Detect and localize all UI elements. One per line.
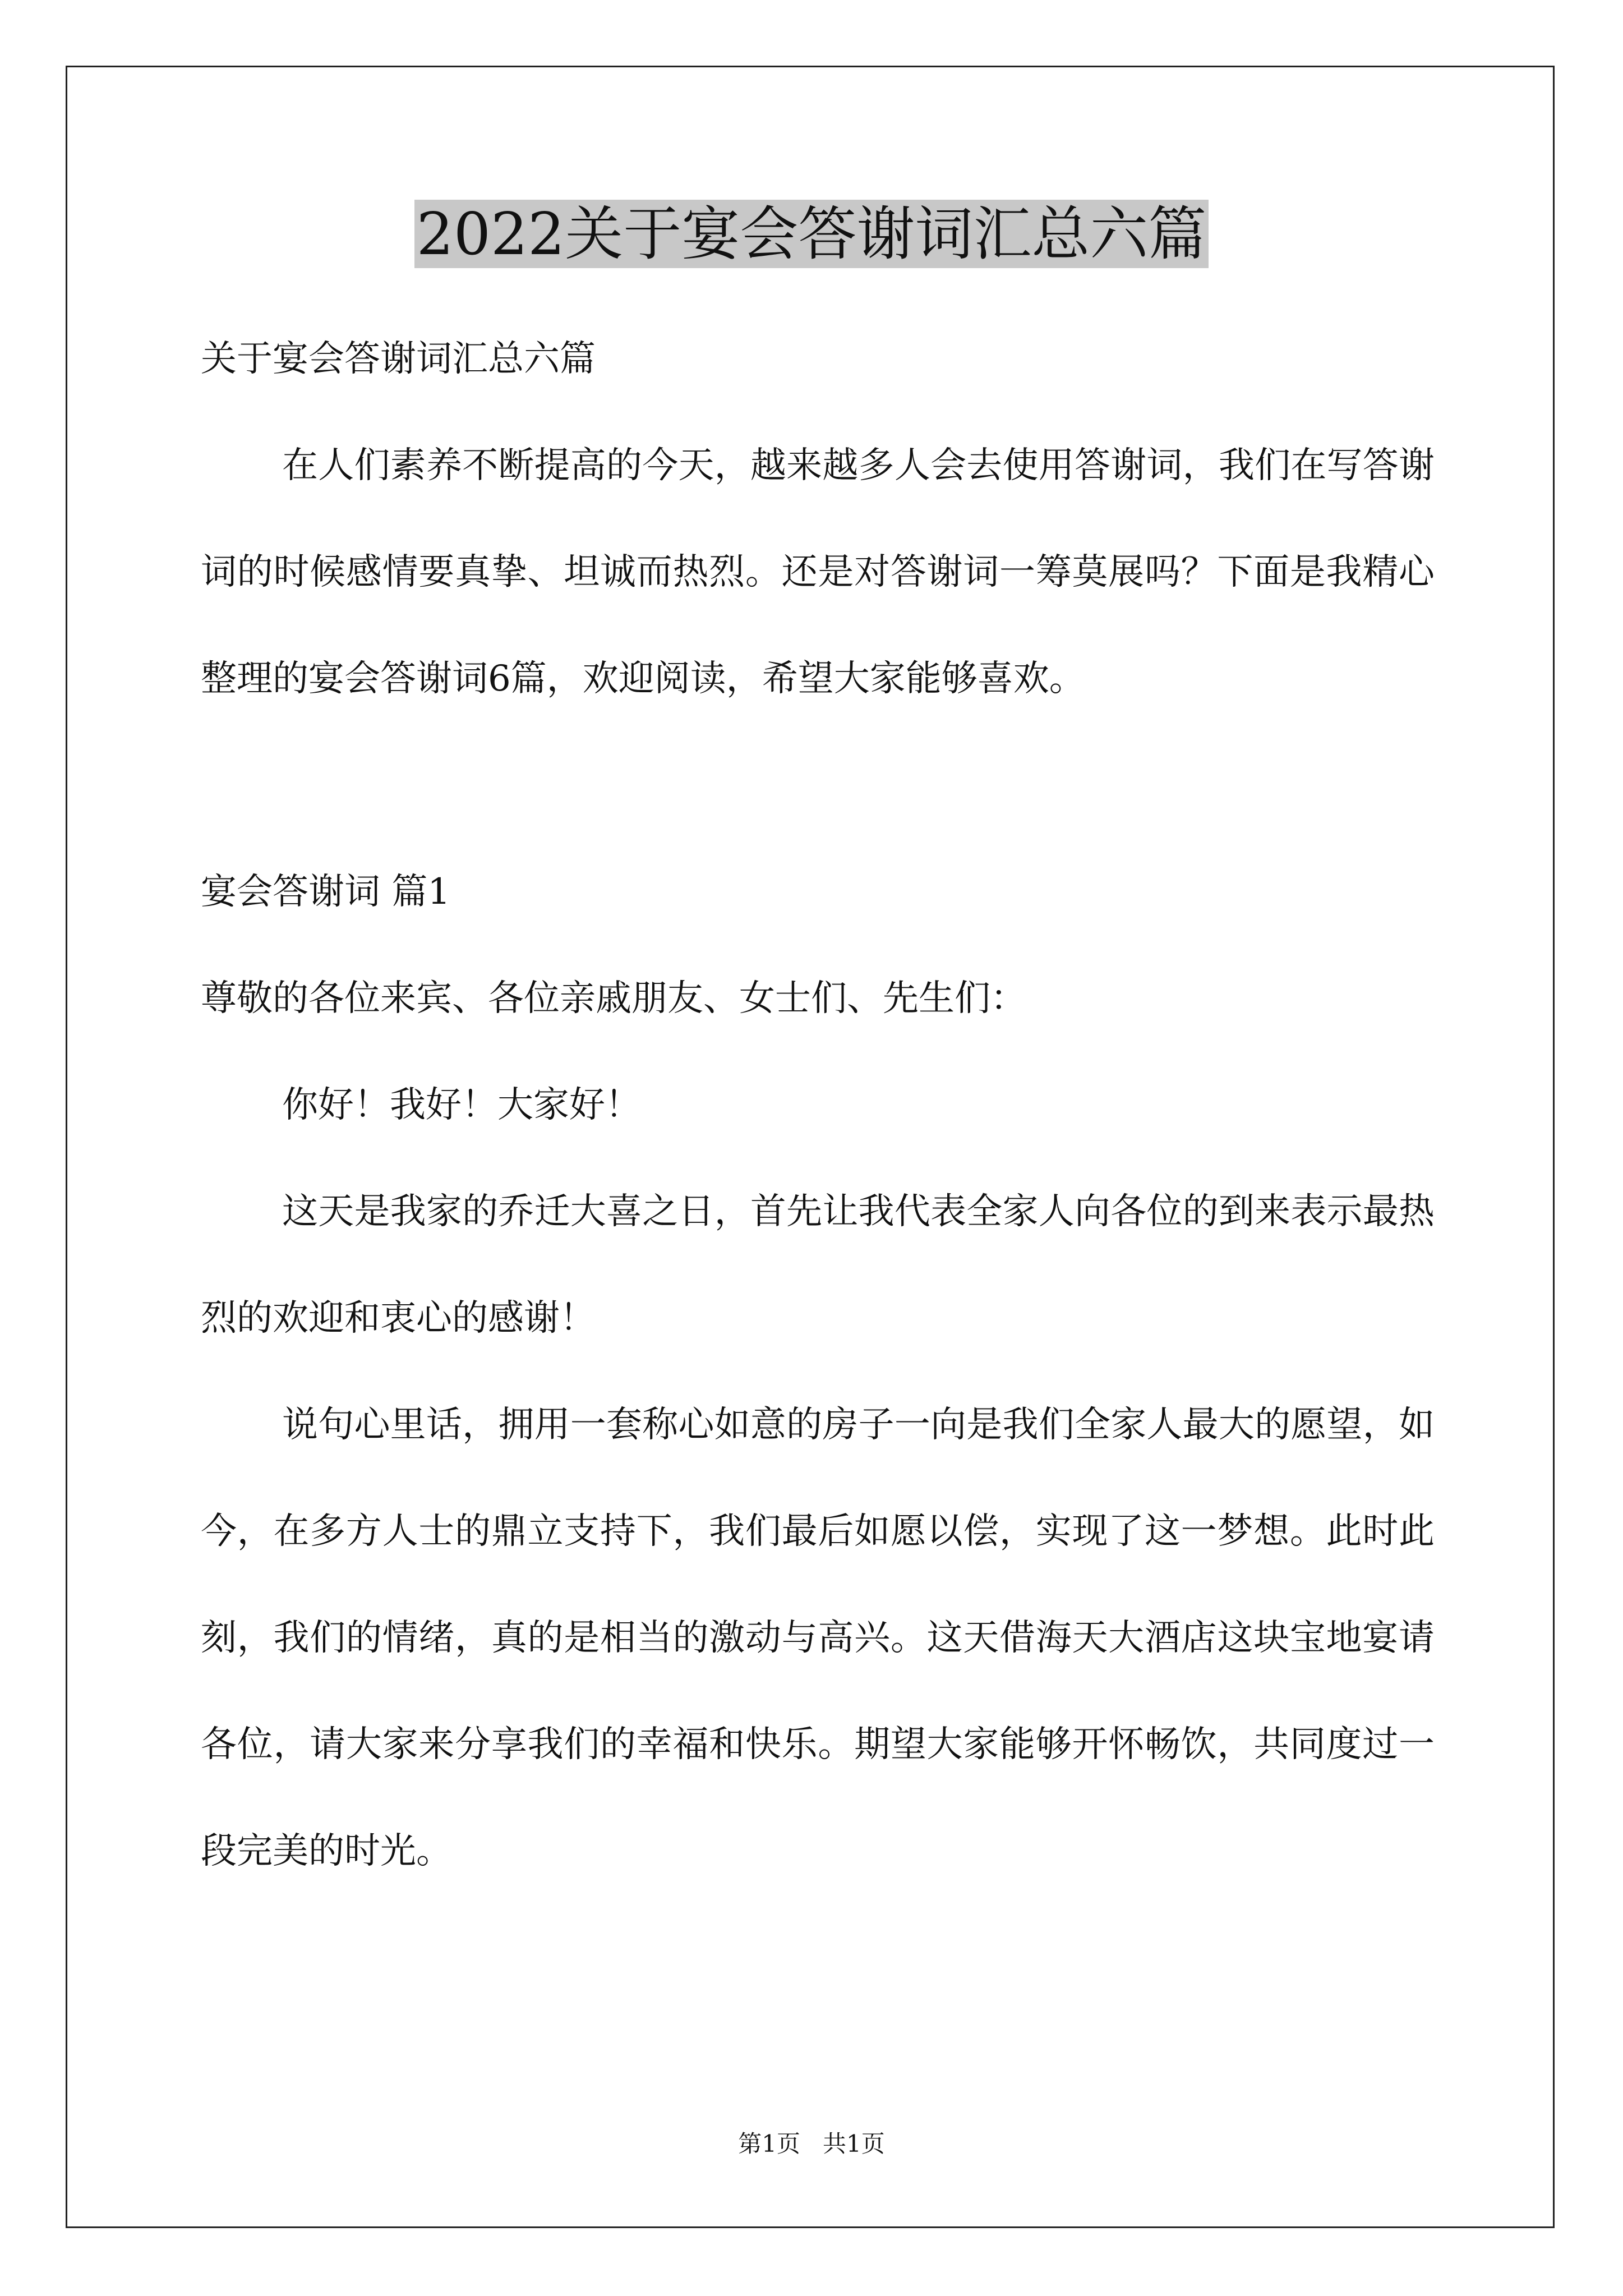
intro-paragraph: 在人们素养不断提高的今天，越来越多人会去使用答谢词，我们在写答谢词的时候感情要真挚、坦诚而热烈。还是对答谢词一筹莫展吗？下面是我精心整理的宴会答谢词6篇，欢迎阅读，希望大家能够喜欢。 <box>201 445 1435 700</box>
page-footer: 第1页 共1页 <box>738 2130 885 2157</box>
document-title <box>0 194 1623 275</box>
body-paragraph-wish: 说句心里话，拥用一套称心如意的房子一向是我们全家人最大的愿望，如今，在多方人士的鼎立支持下，我们最后如愿以偿，实现了这一梦想。此时此刻，我们的情绪，真的是相当的激动与高兴。这天借海天大酒店这块宝地宴请各位，请大家来分享我们的幸福和快乐。期望大家能够开怀畅饮，共同度过一段完美的时光。 <box>201 1404 1435 1872</box>
section-heading: 宴会答谢词 篇1 <box>201 871 451 913</box>
document-body <box>201 306 1435 1904</box>
salutation: 尊敬的各位来宾、各位亲戚朋友、女士们、先生们： <box>201 978 1026 1019</box>
body-paragraph-welcome: 这天是我家的乔迁大喜之日，首先让我代表全家人向各位的到来表示最热烈的欢迎和衷心的感谢！ <box>201 1191 1435 1339</box>
section-spacer <box>201 732 1435 839</box>
body-paragraph-greeting: 你好！我好！大家好！ <box>282 1084 641 1126</box>
document-subtitle: 关于宴会答谢词汇总六篇 <box>201 338 596 380</box>
document-title-text: 2022关于宴会答谢词汇总六篇 <box>414 200 1209 268</box>
